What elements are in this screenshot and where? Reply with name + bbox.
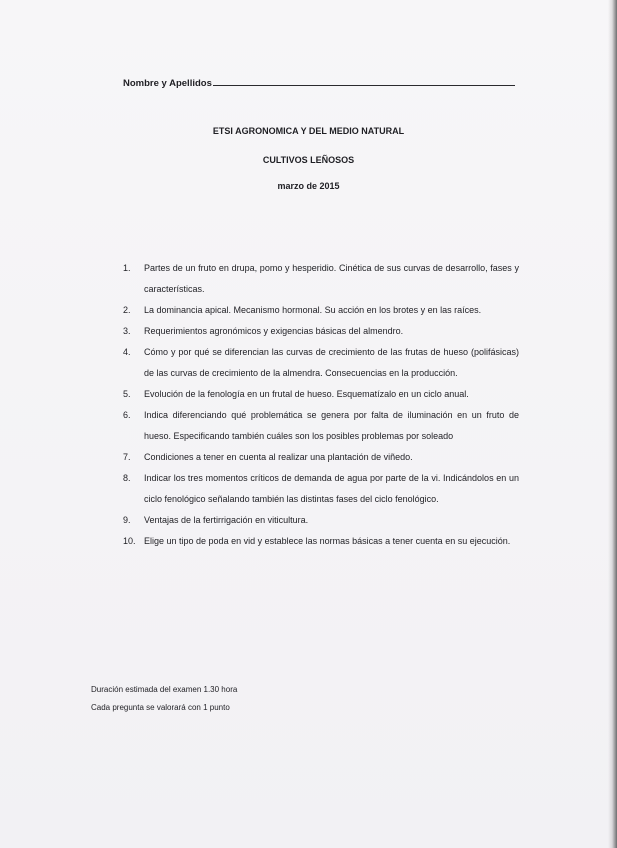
question-text: Indica diferenciando qué problemática se genera por falta de iluminación en un fruto de hueso. Especificando también cuáles son los posibles problemas por soleado — [144, 410, 519, 441]
exam-duration-note: Duración estimada del examen 1.30 hora — [91, 685, 238, 694]
name-blank-line — [213, 76, 515, 86]
question-text: Requerimientos agronómicos y exigencias básicas del almendro. — [144, 326, 404, 336]
question-number: 4. — [123, 347, 131, 357]
question-text: Indicar los tres momentos críticos de demanda de agua por parte de la vi. Indicándolos en un ciclo fenológico señalando también las distintas fases del ciclo fenológico. — [144, 473, 519, 504]
question-text: La dominancia apical. Mecanismo hormonal. Su acción en los brotes y en las raíces. — [144, 305, 482, 315]
question-number: 5. — [123, 389, 131, 399]
question-number: 7. — [123, 452, 131, 462]
question-number: 2. — [123, 305, 131, 315]
question-text: Ventajas de la fertirrigación en viticultura. — [144, 515, 309, 525]
question-number: 3. — [123, 326, 131, 336]
question-number: 10. — [123, 536, 136, 546]
question-item — [123, 447, 519, 468]
exam-date: marzo de 2015 — [277, 181, 340, 191]
question-item — [123, 321, 519, 342]
question-text: Cómo y por qué se diferencian las curvas de crecimiento de las frutas de hueso (polifásicas) de las curvas de crecimiento de la almendra. Consecuencias en la producción. — [144, 347, 519, 378]
question-text: Evolución de la fenología en un frutal de hueso. Esquematízalo en un ciclo anual. — [144, 389, 469, 399]
institution-title: ETSI AGRONOMICA Y DEL MEDIO NATURAL — [212, 126, 405, 136]
question-text: Condiciones a tener en cuenta al realizar una plantación de viñedo. — [144, 452, 413, 462]
question-item — [123, 510, 519, 531]
question-number: 6. — [123, 410, 131, 420]
question-number: 8. — [123, 473, 131, 483]
course-title: CULTIVOS LEÑOSOS — [262, 155, 355, 165]
question-text: Elige un tipo de poda en vid y establece las normas básicas a tener cuenta en su ejecución. — [144, 536, 511, 546]
question-list — [123, 258, 519, 552]
question-item — [123, 342, 519, 384]
question-item — [123, 531, 519, 552]
question-number: 9. — [123, 515, 131, 525]
name-label: Nombre y Apellidos — [123, 78, 212, 89]
question-item — [123, 468, 519, 510]
name-field — [123, 76, 515, 89]
question-text: Partes de un fruto en drupa, pomo y hesperidio. Cinética de sus curvas de desarrollo, fases y características. — [144, 263, 519, 294]
question-item — [123, 405, 519, 447]
question-item — [123, 384, 519, 405]
scoring-note: Cada pregunta se valorará con 1 punto — [91, 703, 230, 712]
scan-edge-shadow — [608, 0, 617, 848]
question-number: 1. — [123, 263, 131, 273]
question-item — [123, 300, 519, 321]
question-item — [123, 258, 519, 300]
